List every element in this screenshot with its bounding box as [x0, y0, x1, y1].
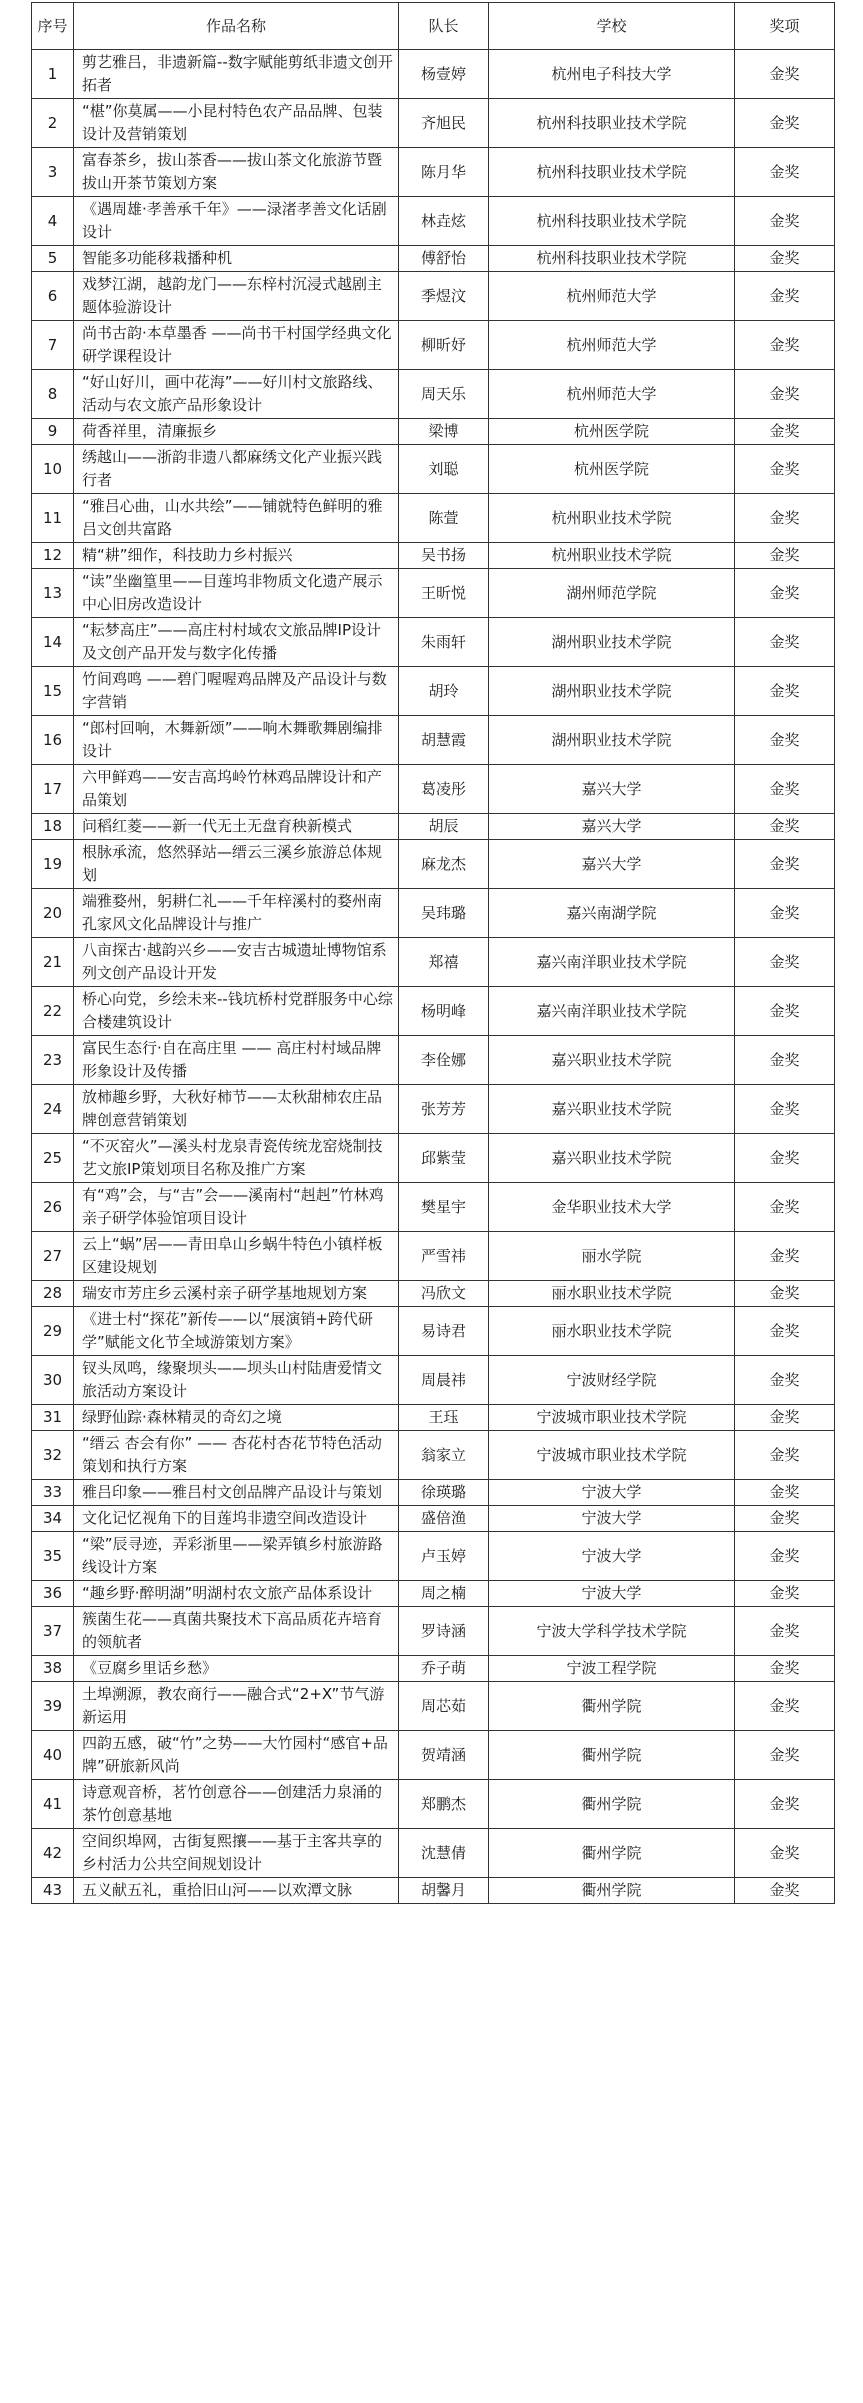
team-leader: 王昕悦: [399, 569, 489, 618]
award-level: 金奖: [735, 1780, 835, 1829]
table-row: [32, 569, 835, 618]
team-leader: 刘聪: [399, 445, 489, 494]
table-row: [32, 1232, 835, 1281]
award-level: 金奖: [735, 1731, 835, 1780]
table-row: [32, 765, 835, 814]
work-title: 诗意观音桥，茗竹创意谷——创建活力泉涌的茶竹创意基地: [74, 1780, 399, 1829]
school-name: 衢州学院: [489, 1780, 735, 1829]
team-leader: 胡玲: [399, 667, 489, 716]
award-level: 金奖: [735, 1656, 835, 1682]
row-number: 16: [32, 716, 74, 765]
school-name: 宁波城市职业技术学院: [489, 1405, 735, 1431]
team-leader: 盛倍渔: [399, 1506, 489, 1532]
row-number: 30: [32, 1356, 74, 1405]
header-leader: 队长: [399, 3, 489, 50]
table-row: [32, 1682, 835, 1731]
award-level: 金奖: [735, 1356, 835, 1405]
team-leader: 郑禧: [399, 938, 489, 987]
school-name: 杭州医学院: [489, 419, 735, 445]
table-row: [32, 1431, 835, 1480]
award-level: 金奖: [735, 1405, 835, 1431]
team-leader: 葛凌彤: [399, 765, 489, 814]
award-level: 金奖: [735, 765, 835, 814]
table-row: [32, 197, 835, 246]
school-name: 宁波财经学院: [489, 1356, 735, 1405]
school-name: 金华职业技术大学: [489, 1183, 735, 1232]
team-leader: 易诗君: [399, 1307, 489, 1356]
row-number: 21: [32, 938, 74, 987]
row-number: 27: [32, 1232, 74, 1281]
school-name: 宁波城市职业技术学院: [489, 1431, 735, 1480]
award-level: 金奖: [735, 148, 835, 197]
team-leader: 吴书扬: [399, 543, 489, 569]
table-row: [32, 889, 835, 938]
award-level: 金奖: [735, 1085, 835, 1134]
team-leader: 张芳芳: [399, 1085, 489, 1134]
team-leader: 林垚炫: [399, 197, 489, 246]
team-leader: 梁博: [399, 419, 489, 445]
row-number: 10: [32, 445, 74, 494]
table-row: [32, 1731, 835, 1780]
header-title: 作品名称: [74, 3, 399, 50]
award-level: 金奖: [735, 716, 835, 765]
table-row: [32, 1356, 835, 1405]
table-row: [32, 1480, 835, 1506]
work-title: 荷香祥里，清廉振乡: [74, 419, 399, 445]
team-leader: 傅舒怡: [399, 246, 489, 272]
school-name: 衢州学院: [489, 1731, 735, 1780]
table-row: [32, 1405, 835, 1431]
school-name: 杭州师范大学: [489, 321, 735, 370]
table-row: [32, 1878, 835, 1904]
school-name: 嘉兴职业技术学院: [489, 1036, 735, 1085]
school-name: 湖州职业技术学院: [489, 716, 735, 765]
table-row: [32, 1506, 835, 1532]
row-number: 2: [32, 99, 74, 148]
work-title: 剪艺雅吕，非遗新篇--数字赋能剪纸非遗文创开拓者: [74, 50, 399, 99]
work-title: 五义献五礼，重拾旧山河——以欢潭文脉: [74, 1878, 399, 1904]
award-level: 金奖: [735, 1134, 835, 1183]
award-level: 金奖: [735, 419, 835, 445]
award-level: 金奖: [735, 889, 835, 938]
team-leader: 周芯茹: [399, 1682, 489, 1731]
school-name: 杭州医学院: [489, 445, 735, 494]
row-number: 24: [32, 1085, 74, 1134]
school-name: 湖州师范学院: [489, 569, 735, 618]
work-title: 富民生态行·自在高庄里 —— 高庄村村域品牌形象设计及传播: [74, 1036, 399, 1085]
work-title: 桥心向党，乡绘未来--钱坑桥村党群服务中心综合楼建筑设计: [74, 987, 399, 1036]
team-leader: 罗诗涵: [399, 1607, 489, 1656]
row-number: 31: [32, 1405, 74, 1431]
team-leader: 胡馨月: [399, 1878, 489, 1904]
team-leader: 吴玮璐: [399, 889, 489, 938]
header-row: [32, 3, 835, 50]
team-leader: 王珏: [399, 1405, 489, 1431]
work-title: “不灭窑火”—溪头村龙泉青瓷传统龙窑烧制技艺文旅IP策划项目名称及推广方案: [74, 1134, 399, 1183]
row-number: 34: [32, 1506, 74, 1532]
team-leader: 冯欣文: [399, 1281, 489, 1307]
table-row: [32, 370, 835, 419]
team-leader: 胡慧霞: [399, 716, 489, 765]
award-level: 金奖: [735, 445, 835, 494]
work-title: 戏梦江湖，越韵龙门——东梓村沉浸式越剧主题体验游设计: [74, 272, 399, 321]
work-title: 有“鸡”会，与“吉”会——溪南村“赳赳”竹林鸡亲子研学体验馆项目设计: [74, 1183, 399, 1232]
table-row: [32, 1532, 835, 1581]
table-row: [32, 445, 835, 494]
table-row: [32, 50, 835, 99]
work-title: 空间织埠网，古街复熙攘——基于主客共享的乡村活力公共空间规划设计: [74, 1829, 399, 1878]
work-title: 尚书古韵·本草墨香 ——尚书干村国学经典文化研学课程设计: [74, 321, 399, 370]
award-level: 金奖: [735, 494, 835, 543]
row-number: 33: [32, 1480, 74, 1506]
table-row: [32, 667, 835, 716]
school-name: 杭州职业技术学院: [489, 494, 735, 543]
team-leader: 周晨祎: [399, 1356, 489, 1405]
work-title: 放柿趣乡野，大秋好柿节——太秋甜柿农庄品牌创意营销策划: [74, 1085, 399, 1134]
award-level: 金奖: [735, 1480, 835, 1506]
award-level: 金奖: [735, 543, 835, 569]
work-title: “好山好川，画中花海”——好川村文旅路线、活动与农文旅产品形象设计: [74, 370, 399, 419]
school-name: 嘉兴大学: [489, 840, 735, 889]
table-row: [32, 1607, 835, 1656]
award-level: 金奖: [735, 370, 835, 419]
table-row: [32, 814, 835, 840]
team-leader: 严雪祎: [399, 1232, 489, 1281]
award-level: 金奖: [735, 246, 835, 272]
award-level: 金奖: [735, 840, 835, 889]
team-leader: 柳昕妤: [399, 321, 489, 370]
school-name: 宁波大学科学技术学院: [489, 1607, 735, 1656]
work-title: 六甲鲜鸡——安吉高坞岭竹林鸡品牌设计和产品策划: [74, 765, 399, 814]
school-name: 衢州学院: [489, 1682, 735, 1731]
table-row: [32, 99, 835, 148]
work-title: 端雅婺州，躬耕仁礼——千年梓溪村的婺州南孔家风文化品牌设计与推广: [74, 889, 399, 938]
team-leader: 麻龙杰: [399, 840, 489, 889]
school-name: 嘉兴南湖学院: [489, 889, 735, 938]
row-number: 35: [32, 1532, 74, 1581]
team-leader: 杨明峰: [399, 987, 489, 1036]
work-title: 《遇周雄·孝善承千年》——渌渚孝善文化话剧设计: [74, 197, 399, 246]
work-title: 瑞安市芳庄乡云溪村亲子研学基地规划方案: [74, 1281, 399, 1307]
award-level: 金奖: [735, 1581, 835, 1607]
award-level: 金奖: [735, 814, 835, 840]
team-leader: 陈月华: [399, 148, 489, 197]
row-number: 42: [32, 1829, 74, 1878]
team-leader: 朱雨轩: [399, 618, 489, 667]
table-row: [32, 1307, 835, 1356]
school-name: 衢州学院: [489, 1878, 735, 1904]
work-title: 钗头凤鸣，缘聚坝头——坝头山村陆唐爱情文旅活动方案设计: [74, 1356, 399, 1405]
work-title: 问稻红菱——新一代无土无盘育秧新模式: [74, 814, 399, 840]
row-number: 29: [32, 1307, 74, 1356]
work-title: 精“耕”细作，科技助力乡村振兴: [74, 543, 399, 569]
award-level: 金奖: [735, 938, 835, 987]
row-number: 22: [32, 987, 74, 1036]
work-title: “雅吕心曲，山水共绘”——铺就特色鲜明的雅吕文创共富路: [74, 494, 399, 543]
school-name: 湖州职业技术学院: [489, 667, 735, 716]
row-number: 20: [32, 889, 74, 938]
school-name: 宁波工程学院: [489, 1656, 735, 1682]
row-number: 40: [32, 1731, 74, 1780]
table-row: [32, 1085, 835, 1134]
row-number: 6: [32, 272, 74, 321]
table-row: [32, 148, 835, 197]
team-leader: 贺靖涵: [399, 1731, 489, 1780]
row-number: 25: [32, 1134, 74, 1183]
award-level: 金奖: [735, 667, 835, 716]
row-number: 43: [32, 1878, 74, 1904]
school-name: 杭州师范大学: [489, 272, 735, 321]
team-leader: 周之楠: [399, 1581, 489, 1607]
school-name: 杭州师范大学: [489, 370, 735, 419]
work-title: “缙云 杏会有你” —— 杏花村杏花节特色活动策划和执行方案: [74, 1431, 399, 1480]
school-name: 丽水职业技术学院: [489, 1281, 735, 1307]
work-title: 富春茶乡，拔山茶香——拔山茶文化旅游节暨拔山开茶节策划方案: [74, 148, 399, 197]
team-leader: 邱紫莹: [399, 1134, 489, 1183]
work-title: 《进士村“探花”新传——以“展演销+跨代研学”赋能文化节全域游策划方案》: [74, 1307, 399, 1356]
table-row: [32, 543, 835, 569]
table-row: [32, 419, 835, 445]
school-name: 宁波大学: [489, 1532, 735, 1581]
school-name: 丽水学院: [489, 1232, 735, 1281]
row-number: 41: [32, 1780, 74, 1829]
award-level: 金奖: [735, 1183, 835, 1232]
award-level: 金奖: [735, 1532, 835, 1581]
work-title: “耘梦高庄”——高庄村村域农文旅品牌IP设计及文创产品开发与数字化传播: [74, 618, 399, 667]
work-title: 文化记忆视角下的目莲坞非遗空间改造设计: [74, 1506, 399, 1532]
table-row: [32, 321, 835, 370]
row-number: 28: [32, 1281, 74, 1307]
work-title: “读”坐幽篁里——目莲坞非物质文化遗产展示中心旧房改造设计: [74, 569, 399, 618]
table-row: [32, 716, 835, 765]
awards-table: [31, 2, 835, 1904]
school-name: 宁波大学: [489, 1506, 735, 1532]
school-name: 杭州科技职业技术学院: [489, 246, 735, 272]
table-row: [32, 1183, 835, 1232]
team-leader: 翁家立: [399, 1431, 489, 1480]
school-name: 嘉兴大学: [489, 814, 735, 840]
table-body: [32, 50, 835, 1904]
row-number: 32: [32, 1431, 74, 1480]
row-number: 18: [32, 814, 74, 840]
team-leader: 杨壹婷: [399, 50, 489, 99]
row-number: 15: [32, 667, 74, 716]
header-award: 奖项: [735, 3, 835, 50]
table-row: [32, 272, 835, 321]
award-level: 金奖: [735, 321, 835, 370]
table-row: [32, 1780, 835, 1829]
award-level: 金奖: [735, 272, 835, 321]
school-name: 嘉兴职业技术学院: [489, 1134, 735, 1183]
row-number: 13: [32, 569, 74, 618]
school-name: 衢州学院: [489, 1829, 735, 1878]
team-leader: 樊星宇: [399, 1183, 489, 1232]
row-number: 3: [32, 148, 74, 197]
award-level: 金奖: [735, 1506, 835, 1532]
row-number: 19: [32, 840, 74, 889]
row-number: 38: [32, 1656, 74, 1682]
school-name: 杭州科技职业技术学院: [489, 148, 735, 197]
row-number: 36: [32, 1581, 74, 1607]
table-row: [32, 246, 835, 272]
work-title: 土埠溯源，教农商行——融合式“2+X”节气游新运用: [74, 1682, 399, 1731]
work-title: “梁”辰寻迹，弄彩浙里——梁弄镇乡村旅游路线设计方案: [74, 1532, 399, 1581]
school-name: 宁波大学: [489, 1581, 735, 1607]
table-row: [32, 1829, 835, 1878]
work-title: 智能多功能移栽播种机: [74, 246, 399, 272]
table-row: [32, 1281, 835, 1307]
team-leader: 齐旭民: [399, 99, 489, 148]
award-level: 金奖: [735, 618, 835, 667]
team-leader: 陈萱: [399, 494, 489, 543]
row-number: 4: [32, 197, 74, 246]
table-row: [32, 1134, 835, 1183]
table-row: [32, 1036, 835, 1085]
award-level: 金奖: [735, 197, 835, 246]
row-number: 1: [32, 50, 74, 99]
work-title: “椹”你莫属——小昆村特色农产品品牌、包装设计及营销策划: [74, 99, 399, 148]
school-name: 嘉兴大学: [489, 765, 735, 814]
team-leader: 乔子萌: [399, 1656, 489, 1682]
table-row: [32, 938, 835, 987]
award-level: 金奖: [735, 1829, 835, 1878]
team-leader: 季煜汶: [399, 272, 489, 321]
award-level: 金奖: [735, 99, 835, 148]
header-school: 学校: [489, 3, 735, 50]
team-leader: 胡辰: [399, 814, 489, 840]
row-number: 8: [32, 370, 74, 419]
work-title: 绣越山——浙韵非遗八都麻绣文化产业振兴践行者: [74, 445, 399, 494]
header-no: 序号: [32, 3, 74, 50]
row-number: 26: [32, 1183, 74, 1232]
award-level: 金奖: [735, 50, 835, 99]
row-number: 5: [32, 246, 74, 272]
award-level: 金奖: [735, 1607, 835, 1656]
work-title: 根脉承流，悠然驿站—缙云三溪乡旅游总体规划: [74, 840, 399, 889]
work-title: 雅吕印象——雅吕村文创品牌产品设计与策划: [74, 1480, 399, 1506]
work-title: “趣乡野·醉明湖”明湖村农文旅产品体系设计: [74, 1581, 399, 1607]
row-number: 14: [32, 618, 74, 667]
school-name: 宁波大学: [489, 1480, 735, 1506]
row-number: 9: [32, 419, 74, 445]
school-name: 嘉兴南洋职业技术学院: [489, 987, 735, 1036]
team-leader: 郑鹏杰: [399, 1780, 489, 1829]
work-title: 簇菌生花——真菌共聚技术下高品质花卉培育的领航者: [74, 1607, 399, 1656]
award-level: 金奖: [735, 1036, 835, 1085]
work-title: 《豆腐乡里话乡愁》: [74, 1656, 399, 1682]
table-row: [32, 1656, 835, 1682]
row-number: 17: [32, 765, 74, 814]
team-leader: 周天乐: [399, 370, 489, 419]
row-number: 11: [32, 494, 74, 543]
row-number: 37: [32, 1607, 74, 1656]
row-number: 12: [32, 543, 74, 569]
work-title: 四韵五感，破“竹”之势——大竹园村“感官+品牌”研旅新风尚: [74, 1731, 399, 1780]
table-row: [32, 987, 835, 1036]
table-row: [32, 840, 835, 889]
table-row: [32, 1581, 835, 1607]
award-level: 金奖: [735, 1878, 835, 1904]
school-name: 湖州职业技术学院: [489, 618, 735, 667]
school-name: 嘉兴职业技术学院: [489, 1085, 735, 1134]
school-name: 杭州科技职业技术学院: [489, 99, 735, 148]
team-leader: 徐瑛璐: [399, 1480, 489, 1506]
award-level: 金奖: [735, 1431, 835, 1480]
award-level: 金奖: [735, 1281, 835, 1307]
school-name: 杭州职业技术学院: [489, 543, 735, 569]
school-name: 杭州电子科技大学: [489, 50, 735, 99]
work-title: 八亩探古·越韵兴乡——安吉古城遗址博物馆系列文创产品设计开发: [74, 938, 399, 987]
row-number: 39: [32, 1682, 74, 1731]
work-title: 云上“蜗”居——青田阜山乡蜗牛特色小镇样板区建设规划: [74, 1232, 399, 1281]
team-leader: 卢玉婷: [399, 1532, 489, 1581]
award-level: 金奖: [735, 987, 835, 1036]
work-title: 绿野仙踪·森林精灵的奇幻之境: [74, 1405, 399, 1431]
work-title: “郎村回响，木舞新颂”——响木舞歌舞剧编排设计: [74, 716, 399, 765]
table-row: [32, 494, 835, 543]
school-name: 嘉兴南洋职业技术学院: [489, 938, 735, 987]
school-name: 丽水职业技术学院: [489, 1307, 735, 1356]
school-name: 杭州科技职业技术学院: [489, 197, 735, 246]
award-level: 金奖: [735, 1307, 835, 1356]
table-row: [32, 618, 835, 667]
award-level: 金奖: [735, 1682, 835, 1731]
work-title: 竹间鸡鸣 ——碧门喔喔鸡品牌及产品设计与数字营销: [74, 667, 399, 716]
row-number: 7: [32, 321, 74, 370]
team-leader: 沈慧倩: [399, 1829, 489, 1878]
row-number: 23: [32, 1036, 74, 1085]
award-level: 金奖: [735, 1232, 835, 1281]
award-level: 金奖: [735, 569, 835, 618]
team-leader: 李佺娜: [399, 1036, 489, 1085]
